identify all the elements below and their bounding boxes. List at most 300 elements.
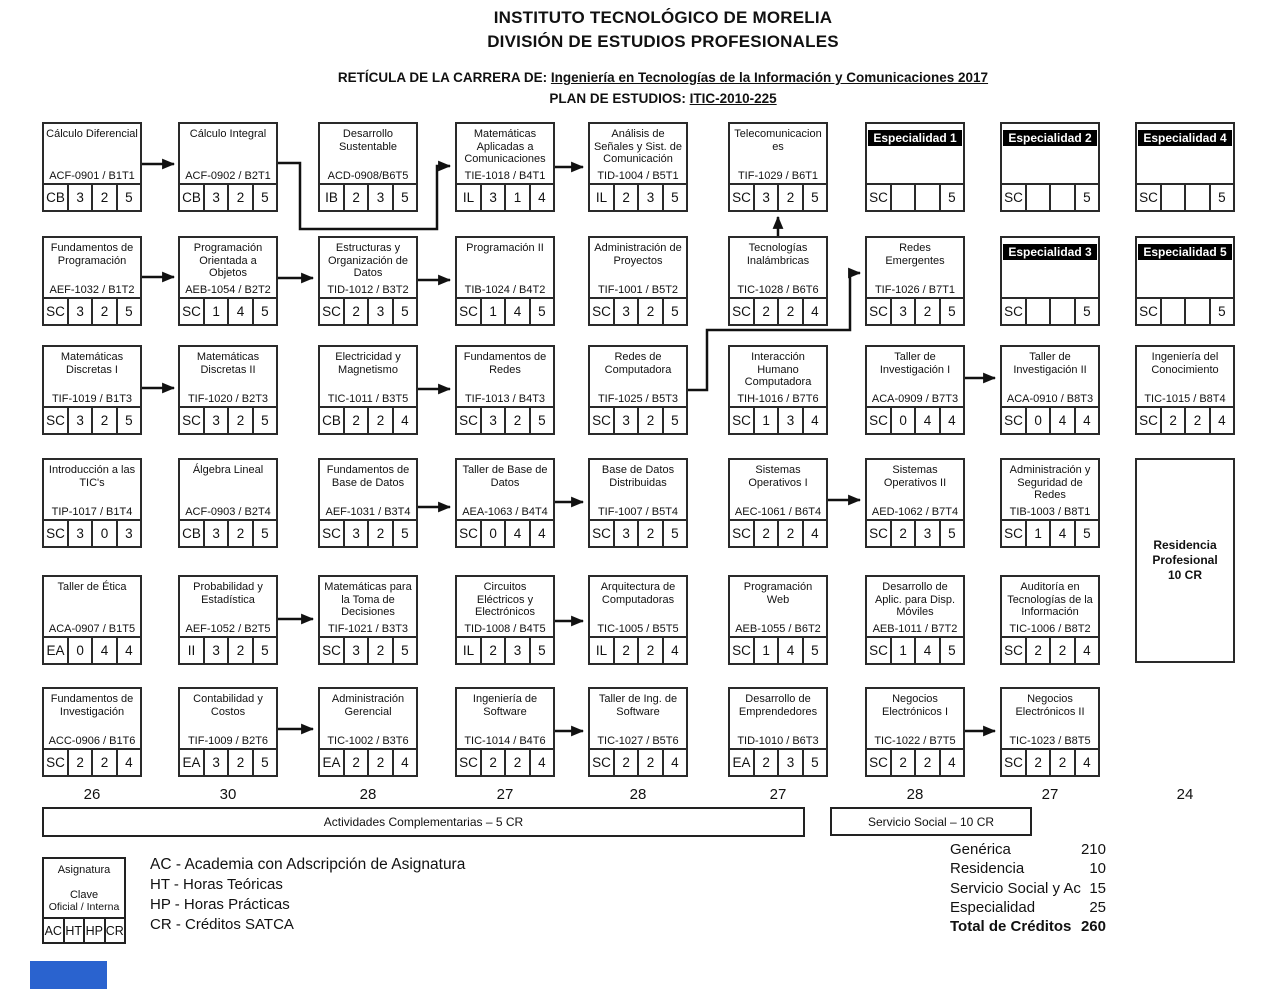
course-box [178, 575, 278, 665]
course-code: AEB-1054 / B2T2 [185, 284, 271, 296]
course-ht: 2 [343, 299, 367, 324]
course-name: Auditoría en Tecnologías de la Información [1007, 581, 1093, 618]
summary-value: 15 [1089, 879, 1106, 897]
course-code: TIC-1005 / B5T5 [597, 623, 679, 635]
course-name: Administración Gerencial [331, 693, 405, 718]
course-hp: 2 [227, 521, 251, 546]
course-code: AEB-1011 / B7T2 [872, 623, 958, 635]
course-hp: 2 [1184, 408, 1208, 433]
specialty-label: Especialidad 2 [1003, 130, 1096, 146]
course-stats [44, 748, 140, 775]
course-ac: SC [1004, 643, 1023, 658]
course-cr: 5 [252, 408, 276, 433]
course-cr: 5 [662, 408, 686, 433]
course-box [318, 122, 418, 212]
course-ht: 2 [1025, 638, 1049, 663]
course-name: Ingeniería de Software [472, 693, 538, 718]
course-box [42, 687, 142, 777]
course-ac: SC [732, 190, 751, 205]
summary-value: 260 [1080, 918, 1106, 936]
course-cr: 5 [252, 185, 276, 210]
course-stats [180, 183, 276, 210]
course-ht: 2 [480, 638, 504, 663]
course-box [728, 345, 828, 435]
course-ac: EA [46, 643, 65, 658]
course-ac: SC [322, 304, 341, 319]
course-stats [730, 636, 826, 663]
course-cr: 4 [1074, 638, 1098, 663]
course-cr: 5 [802, 185, 826, 210]
course-code: TIF-1001 / B5T2 [597, 284, 679, 296]
summary-row [950, 859, 1106, 878]
course-stats [590, 406, 686, 433]
course-code: TIP-1017 / B1T4 [51, 506, 133, 518]
course-name: Matemáticas Aplicadas a Comunicaciones [464, 128, 546, 165]
course-box [42, 122, 142, 212]
course-name: Taller de Investigación II [1013, 351, 1087, 376]
course-name: Matemáticas para la Toma de Decisiones [324, 581, 412, 618]
course-stats [1137, 183, 1233, 210]
course-hp: 4 [504, 521, 528, 546]
course-code: TIF-1007 / B5T4 [597, 506, 679, 518]
semester-credits: 27 [769, 786, 787, 803]
semester-credits: 26 [83, 786, 101, 803]
course-box [728, 575, 828, 665]
course-box [318, 458, 418, 548]
course-name: Ingeniería del Conocimiento [1151, 351, 1219, 376]
course-stats [457, 183, 553, 210]
legend-sample-cells: AC HT HP CR [44, 917, 124, 942]
course-stats [730, 297, 826, 324]
course-name: Fundamentos de Redes [463, 351, 547, 376]
course-ht: 2 [613, 638, 637, 663]
course-code: AEC-1061 / B6T4 [734, 506, 822, 518]
course-cr: 4 [116, 638, 140, 663]
course-ht: 2 [890, 521, 914, 546]
course-stats [867, 519, 963, 546]
institute-title: INSTITUTO TECNOLÓGICO DE MORELIA [493, 8, 833, 27]
course-name: Taller de Investigación I [879, 351, 951, 376]
specialty-label: Especialidad 4 [1138, 130, 1231, 146]
course-hp: 2 [367, 750, 391, 775]
course-code: TID-1012 / B3T2 [327, 284, 409, 296]
course-cr: 5 [392, 638, 416, 663]
course-cr: 5 [392, 521, 416, 546]
course-name: Arquitectura de Computadoras [600, 581, 676, 606]
course-cr: 5 [252, 521, 276, 546]
summary-label: Genérica [950, 841, 1011, 858]
course-cr: 4 [802, 408, 826, 433]
plan-code: ITIC-2010-225 [689, 91, 777, 106]
course-stats [180, 297, 276, 324]
course-hp: 2 [91, 185, 115, 210]
course-box [728, 458, 828, 548]
course-ac: SC [592, 413, 611, 428]
course-hp: 2 [914, 750, 938, 775]
course-name: Administración y Seguridad de Redes [1009, 464, 1091, 501]
course-name: Sistemas Operativos I [748, 464, 808, 489]
course-box [178, 236, 278, 326]
course-stats [867, 636, 963, 663]
course-ht: 3 [67, 408, 91, 433]
course-ht: 1 [480, 299, 504, 324]
semester-credits: 28 [906, 786, 924, 803]
course-cr: 4 [662, 638, 686, 663]
course-ht: 3 [343, 521, 367, 546]
course-ac: IL [462, 643, 475, 658]
course-stats [730, 519, 826, 546]
course-name: Fundamentos de Base de Datos [326, 464, 410, 489]
course-stats [457, 297, 553, 324]
course-stats [590, 519, 686, 546]
course-code: TIF-1026 / B7T1 [874, 284, 956, 296]
course-code: TIC-1015 / B8T4 [1144, 393, 1226, 405]
course-ht: 0 [480, 521, 504, 546]
course-box [1135, 345, 1235, 435]
course-name: Álgebra Lineal [192, 464, 264, 476]
course-stats [457, 519, 553, 546]
course-code: AEF-1052 / B2T5 [185, 623, 271, 635]
course-ac: SC [592, 526, 611, 541]
course-ht: 2 [1160, 408, 1184, 433]
course-cr: 5 [252, 750, 276, 775]
course-hp: 4 [227, 299, 251, 324]
course-name: Sistemas Operativos II [883, 464, 947, 489]
course-ht: 2 [67, 750, 91, 775]
course-ac: SC [1004, 526, 1023, 541]
course-hp: 2 [227, 638, 251, 663]
course-ht: 3 [67, 521, 91, 546]
course-box [318, 345, 418, 435]
summary-label: Especialidad [950, 898, 1036, 916]
course-cr: 4 [392, 750, 416, 775]
course-ac: EA [182, 755, 201, 770]
course-stats [320, 297, 416, 324]
course-ht: 3 [753, 185, 777, 210]
course-stats [590, 748, 686, 775]
course-name: Matemáticas Discretas I [60, 351, 124, 376]
course-stats [320, 183, 416, 210]
course-ht: 1 [203, 299, 227, 324]
course-box [588, 345, 688, 435]
summary-value: 25 [1089, 898, 1106, 916]
course-ac: SC [322, 643, 341, 658]
course-ht: 3 [67, 185, 91, 210]
course-stats [867, 183, 963, 210]
course-stats [457, 636, 553, 663]
course-name: Probabilidad y Estadística [193, 581, 263, 606]
course-cr: 5 [529, 408, 553, 433]
course-ac: IL [462, 190, 475, 205]
course-code: TID-1004 / B5T1 [597, 170, 679, 182]
course-code: TIF-1025 / B5T3 [597, 393, 679, 405]
course-box [865, 236, 965, 326]
course-ac: SC [1139, 413, 1158, 428]
course-ht: 3 [203, 408, 227, 433]
course-name: Estructuras y Organización de Datos [327, 242, 409, 279]
course-code: ACD-0908/B6T5 [327, 170, 409, 182]
course-hp: 3 [777, 408, 801, 433]
course-cr: 4 [1074, 408, 1098, 433]
course-name: Electricidad y Magnetismo [335, 351, 401, 376]
course-ht: 3 [480, 185, 504, 210]
course-stats [1137, 297, 1233, 324]
course-ht: 2 [613, 185, 637, 210]
course-box [728, 687, 828, 777]
course-cr: 4 [392, 408, 416, 433]
course-ac: SC [46, 413, 65, 428]
course-name: Programación Web [743, 581, 813, 606]
course-ht: 3 [613, 299, 637, 324]
course-code: ACF-0903 / B2T4 [185, 506, 271, 518]
course-stats [320, 519, 416, 546]
course-code: TIC-1002 / B3T6 [327, 735, 409, 747]
semester-credits: 30 [219, 786, 237, 803]
division-title: DIVISIÓN DE ESTUDIOS PROFESIONALES [487, 32, 839, 51]
course-ac: SC [459, 526, 478, 541]
course-name: Programación Orientada a Objetos [193, 242, 263, 279]
course-box [42, 458, 142, 548]
course-box [455, 458, 555, 548]
course-box [1000, 345, 1100, 435]
course-cr: 5 [116, 299, 140, 324]
course-hp: 2 [777, 521, 801, 546]
course-code: TIF-1029 / B6T1 [737, 170, 819, 182]
course-stats [320, 636, 416, 663]
course-stats [180, 406, 276, 433]
course-cr: 5 [1209, 185, 1233, 210]
course-hp: 1 [504, 185, 528, 210]
course-code: TIF-1019 / B1T3 [51, 393, 133, 405]
course-hp: 3 [367, 299, 391, 324]
course-code: TIC-1006 / B8T2 [1009, 623, 1091, 635]
course-name: Análisis de Señales y Sist. de Comunicación [593, 128, 683, 165]
semester-credits: 24 [1176, 786, 1194, 803]
specialty-label: Especialidad 1 [868, 130, 961, 146]
course-name: Redes Emergentes [885, 242, 945, 267]
course-code: TIC-1011 / B3T5 [327, 393, 409, 405]
course-ht: 2 [753, 750, 777, 775]
specialty-box [1135, 236, 1235, 326]
course-cr: 5 [1209, 299, 1233, 324]
course-ac: SC [1004, 413, 1023, 428]
summary-table [950, 840, 1106, 936]
course-ac: SC [459, 304, 478, 319]
course-box [588, 687, 688, 777]
course-box [318, 575, 418, 665]
course-hp: 2 [91, 750, 115, 775]
course-code: TIC-1014 / B4T6 [464, 735, 546, 747]
course-ht: 2 [753, 521, 777, 546]
course-ac: SC [1139, 190, 1158, 205]
course-box [588, 575, 688, 665]
course-ht: 2 [613, 750, 637, 775]
actividades-complementarias-bar: Actividades Complementarias – 5 CR [42, 807, 805, 837]
career-name: Ingeniería en Tecnologías de la Información y Comunicaciones 2017 [550, 70, 989, 85]
course-hp: 3 [777, 750, 801, 775]
course-ac: CB [46, 190, 65, 205]
course-stats [590, 183, 686, 210]
career-line: RETÍCULA DE LA CARRERA DE: Ingeniería en Tecnologías de la Información y Comunicaciones 2017 [337, 70, 989, 85]
course-stats [44, 183, 140, 210]
course-cr: 5 [939, 299, 963, 324]
course-box [318, 687, 418, 777]
course-hp: 2 [91, 299, 115, 324]
course-ht: 3 [890, 299, 914, 324]
course-hp: 3 [914, 521, 938, 546]
course-hp: 2 [637, 521, 661, 546]
course-code: TIF-1009 / B2T6 [187, 735, 269, 747]
course-ht: 1 [753, 408, 777, 433]
course-ht: 1 [890, 638, 914, 663]
course-code: AEF-1032 / B1T2 [49, 284, 135, 296]
course-ht: 2 [753, 299, 777, 324]
course-cr: 5 [116, 408, 140, 433]
course-stats [867, 406, 963, 433]
course-ac: SC [732, 643, 751, 658]
course-ac: SC [732, 526, 751, 541]
course-ac: EA [732, 755, 751, 770]
course-ht: 3 [343, 638, 367, 663]
course-ac: SC [732, 413, 751, 428]
course-name: Taller de Ética [57, 581, 127, 593]
course-hp: 2 [1049, 750, 1073, 775]
course-code: TIB-1003 / B8T1 [1009, 506, 1091, 518]
course-cr: 5 [1074, 521, 1098, 546]
course-code: ACC-0906 / B1T6 [48, 735, 136, 747]
course-code: ACF-0902 / B2T1 [185, 170, 271, 182]
course-ac: SC [459, 755, 478, 770]
summary-row [950, 879, 1106, 898]
specialty-label: Especialidad 5 [1138, 244, 1231, 260]
course-cr: 5 [662, 521, 686, 546]
course-code: ACA-0910 / B8T3 [1006, 393, 1094, 405]
course-cr: 5 [802, 638, 826, 663]
course-ht: 2 [480, 750, 504, 775]
semester-credits: 28 [359, 786, 377, 803]
course-name: Fundamentos de Programación [50, 242, 134, 267]
course-name: Matemáticas Discretas II [196, 351, 260, 376]
course-code: AEB-1055 / B6T2 [735, 623, 821, 635]
course-ac: SC [732, 304, 751, 319]
course-code: TID-1010 / B6T3 [737, 735, 819, 747]
course-ac: SC [182, 413, 201, 428]
course-name: Telecomunicaciones [734, 128, 822, 153]
course-name: Programación II [466, 242, 544, 254]
course-stats [180, 636, 276, 663]
course-cr: 5 [939, 638, 963, 663]
course-stats [590, 636, 686, 663]
course-box [728, 236, 828, 326]
course-stats [867, 297, 963, 324]
course-box [1000, 687, 1100, 777]
course-code: TIF-1021 / B3T3 [327, 623, 409, 635]
course-cr: 4 [529, 185, 553, 210]
course-hp: 2 [777, 299, 801, 324]
specialty-label: Especialidad 3 [1003, 244, 1096, 260]
course-code: ACA-0907 / B1T5 [48, 623, 136, 635]
course-stats [1002, 406, 1098, 433]
course-code: TID-1008 / B4T5 [464, 623, 546, 635]
course-box [455, 575, 555, 665]
course-name: Introducción a las TIC's [48, 464, 136, 489]
course-cr: 5 [116, 185, 140, 210]
course-name: Negocios Electrónicos II [1015, 693, 1085, 718]
course-cr: 5 [939, 521, 963, 546]
course-ht: 3 [67, 299, 91, 324]
course-cr: 5 [252, 638, 276, 663]
course-hp: 4 [777, 638, 801, 663]
course-stats [867, 748, 963, 775]
course-cr: 5 [662, 185, 686, 210]
course-cr: 4 [939, 408, 963, 433]
specialty-box [1000, 236, 1100, 326]
course-ac: SC [46, 304, 65, 319]
course-hp: 4 [914, 638, 938, 663]
course-code: TIE-1018 / B4T1 [464, 170, 546, 182]
course-name: Cálculo Diferencial [46, 128, 138, 140]
document-header [46, 6, 1280, 109]
course-cr: 4 [529, 750, 553, 775]
course-box [865, 687, 965, 777]
course-hp: 2 [91, 408, 115, 433]
course-box [178, 345, 278, 435]
course-ht: 3 [203, 750, 227, 775]
course-name: Cálculo Integral [189, 128, 267, 140]
servicio-social-bar: Servicio Social – 10 CR [830, 807, 1032, 836]
course-hp: 2 [367, 521, 391, 546]
course-box [455, 122, 555, 212]
course-box [865, 345, 965, 435]
course-ac: SC [459, 413, 478, 428]
course-hp: 4 [504, 299, 528, 324]
course-ht: 0 [1025, 408, 1049, 433]
summary-row [950, 840, 1106, 859]
course-ht: 3 [203, 185, 227, 210]
course-ac: SC [1004, 190, 1023, 205]
summary-row [950, 917, 1106, 936]
course-code: ACA-0909 / B7T3 [871, 393, 959, 405]
course-cr: 5 [1074, 185, 1098, 210]
specialty-box [1000, 122, 1100, 212]
course-name: Tecnologías Inalámbricas [746, 242, 810, 267]
course-ac: SC [1004, 755, 1023, 770]
course-box [865, 575, 965, 665]
course-cr: 5 [529, 299, 553, 324]
course-code: ACF-0901 / B1T1 [49, 170, 135, 182]
course-stats [730, 183, 826, 210]
course-stats [44, 297, 140, 324]
course-ac: SC [592, 304, 611, 319]
course-hp: 2 [367, 408, 391, 433]
course-cr: 4 [529, 521, 553, 546]
course-ac: SC [869, 755, 888, 770]
course-ht: 2 [343, 185, 367, 210]
course-hp: 2 [914, 299, 938, 324]
course-ac: SC [322, 526, 341, 541]
semester-credits: 27 [496, 786, 514, 803]
course-code: TIC-1028 / B6T6 [737, 284, 819, 296]
course-ac: SC [869, 526, 888, 541]
course-hp: 3 [367, 185, 391, 210]
course-ac: SC [1139, 304, 1158, 319]
course-hp: 3 [504, 638, 528, 663]
course-box [42, 236, 142, 326]
course-code: TIF-1020 / B2T3 [187, 393, 269, 405]
legend-item: CR - Créditos SATCA [150, 916, 294, 933]
course-ac: IL [595, 190, 608, 205]
course-cr: 4 [1074, 750, 1098, 775]
